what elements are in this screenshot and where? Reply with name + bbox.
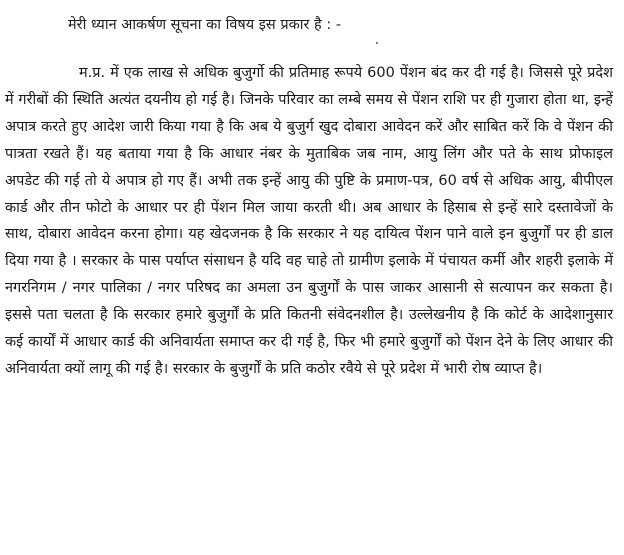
notice-body-paragraph: म.प्र. में एक लाख से अधिक बुजुर्गो की प्रतिमाह रूपये 600 पेंशन बंद कर दी गई है। जिससे पूरे प्रदेश में गरीबों की स्थिति अत्यंत दयनीय हो गई है। जिनके परिवार का लम्बे समय से पेंशन राशि पर ही गुजारा होता था, इन्हें अपात्र करते हुए आदेश जारी किया गया है कि अब ये बुजुर्ग खुद दोबारा आवेदन करें और साबित करें कि वे पेंशन की पात्रता रखते हैं। यह बताया गया है कि आधार नंबर के मुताबिक जब नाम, आयु लिंग और पते के साथ प्रोफाइल अपडेट की गई तो ये अपात्र हो गए हैं। अभी तक इन्हें आयु की पुष्टि के प्रमाण-पत्र, 60 वर्ष से अधिक आयु, बीपीएल कार्ड और तीन फोटो के आधार पर ही पेंशन मिल जाया करती थी। अब आधार के हिसाब से इन्हें सारे दस्तावेजों के साथ, दोबारा आवेदन करना होगा। यह खेदजनक है कि सरकार ने यह दायित्व पेंशन पाने वाले इन बुजुर्गों पर ही डाल दिया गया है । सरकार के पास पर्याप्त संसाधन है यदि वह चाहे तो ग्रामीण इलाके में पंचायत कर्मी और शहरी इलाके में नगरनिगम / नगर पालिका / नगर परिषद का अमला उन बुजुर्गों के पास जाकर आसानी से सत्यापन कर सकता है। इससे पता चलता है कि सरकार हमारे बुजुर्गों के प्रति कितनी संवेदनशील है। उल्लेखनीय है कि कोर्ट के आदेशानुसार कई कार्यों में आधार कार्ड की अनिवार्यता समाप्त कर दी गई है, फिर भी हमारे बुजुर्गों को पेंशन देने के लिए आधार की अनिवार्यता क्यों लागू की गई है। सरकार के बुजुर्गों के प्रति कठोर रवैये से पूरे प्रदेश में भारी रोष व्याप्त है। xyxy=(5,65,613,377)
notice-heading: मेरी ध्यान आकर्षण सूचना का विषय इस प्रकार है : - xyxy=(68,17,342,33)
scan-speck xyxy=(376,42,378,44)
